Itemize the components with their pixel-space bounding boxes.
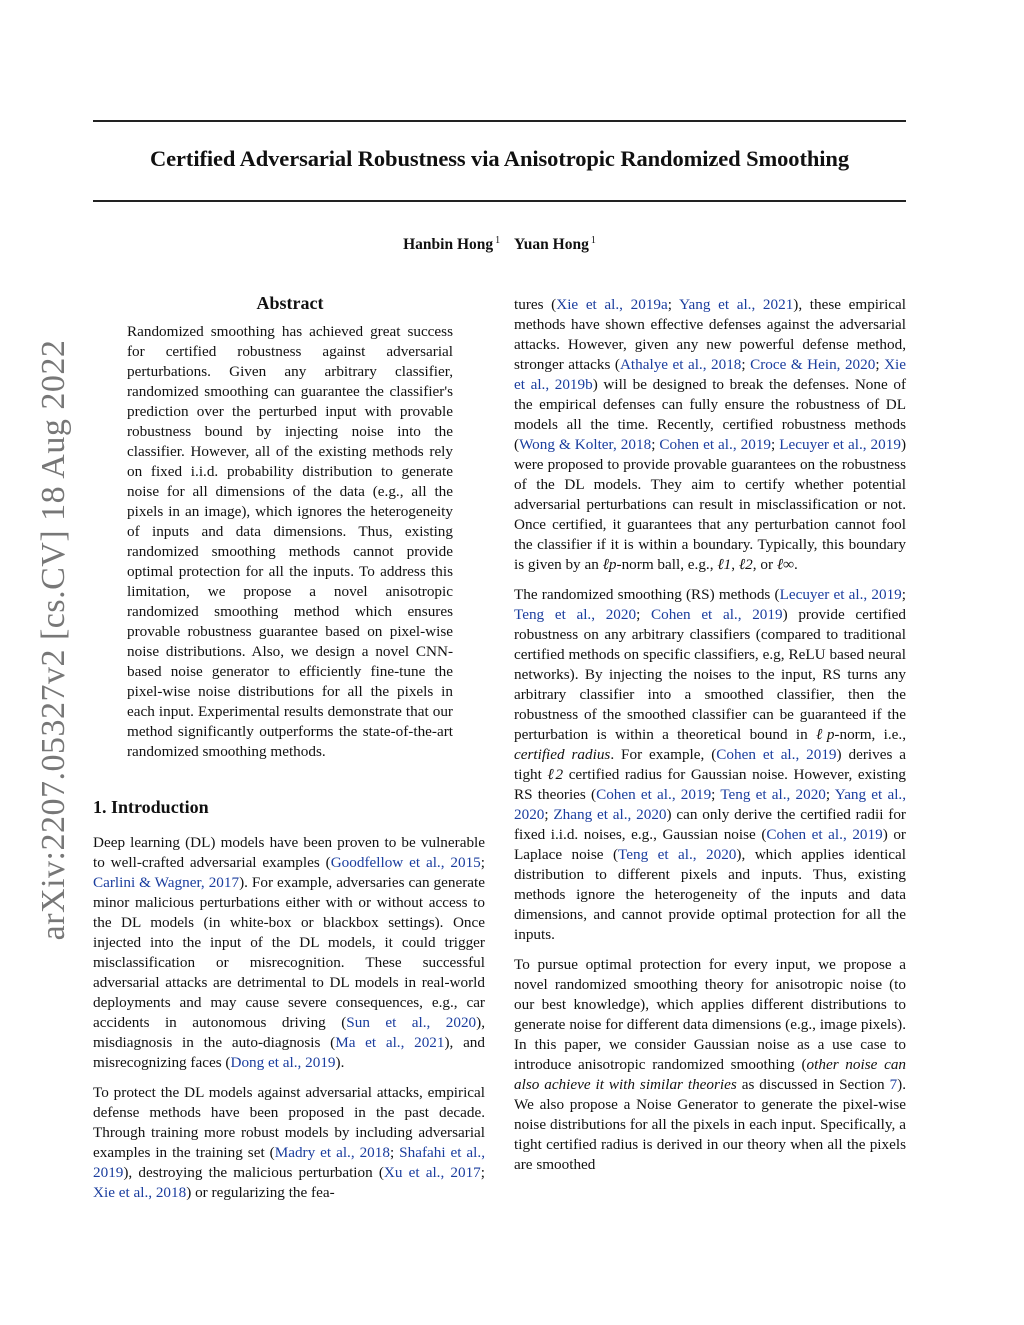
citation-link[interactable]: Madry et al., 2018 (274, 1144, 390, 1161)
abstract-text: Randomized smoothing has achieved great success for certified robustness against adversarial perturbations. Given any arbitrary classifier, randomized smoothing can guarantee the classifier's prediction over the perturbed input with provable robustness bound by injecting noise into the classifier. However, all of the existing methods rely on fixed i.i.d. probability distribution to generate noise for all dimensions of the data (e.g., all the pixels in an image), which ignores the heterogeneity of inputs and data dimensions. Thus, existing randomized smoothing methods cannot provide optimal protection for all the inputs. To address this limitation, we propose a novel anisotropic randomized smoothing method which ensures provable robustness guarantee based on pixel-wise noise distributions. Also, we design a novel CNN-based noise generator to efficiently fine-tune the pixel-wise noise distributions for all the pixels in each input. Experimental results demonstrate that our method significantly outperforms the state-of-the-art randomized smoothing methods. (127, 323, 453, 760)
citation-link[interactable]: Lecuyer et al., 2019 (779, 586, 902, 603)
citation-link[interactable]: Cohen et al., 2019 (659, 436, 772, 453)
section-link[interactable]: 7 (889, 1076, 898, 1093)
citation-link[interactable]: Carlini & Wagner, 2017 (93, 874, 240, 891)
citation-link[interactable]: Teng et al., 2020 (514, 606, 637, 623)
citation-link[interactable]: Shafahi et al., 2019 (93, 1144, 485, 1181)
title-rule-bottom (93, 200, 906, 202)
paper-title: Certified Adversarial Robustness via Anisotropic Randomized Smoothing (150, 146, 849, 171)
introduction-section (93, 795, 485, 1203)
section-heading: 1. Introduction (93, 797, 209, 817)
math-symbol: ℓp (602, 556, 617, 573)
citation-link[interactable]: Yang et al., 2021 (679, 296, 794, 313)
paragraph: tures (Xie et al., 2019a; Yang et al., 2021), these empirical methods have shown effective defenses against the adversarial attacks. However, given any new powerful defense method, stronger attacks (Athalye et al., 2018; Croce & Hein, 2020; Xie et al., 2019b) will be designed to break the defenses. None of the empirical defenses can fully ensure the robustness of DL models all the time. Recently, certified robustness methods (Wong & Kolter, 2018; Cohen et al., 2019; Lecuyer et al., 2019) were proposed to provide provable guarantees on the robustness of the DL models. They aim to certify whether potential adversarial perturbations can result in misclassification or not. Once certified, it guarantees that any perturbation cannot fool the classifier if it is within a boundary. Typically, this boundary is given by an ℓp-norm ball, e.g., ℓ1, ℓ2, or ℓ∞. (514, 296, 907, 573)
author: Yuan Hong $^1$ (514, 235, 596, 254)
citation-link[interactable]: Ma et al., 2021 (335, 1034, 445, 1051)
paragraph: The randomized smoothing (RS) methods (Lecuyer et al., 2019; Teng et al., 2020; Cohen et al., 2019) provide certified robustness on any arbitrary classifiers (compared to traditional certified methods on specific classifiers, e.g, ReLU based neural networks). By injecting the noises to the input, RS turns any arbitrary classifier into a smoothed classifier, then the robustness of the smoothed classifier can be guaranteed if the perturbation is within a theoretical bound in ℓp-norm, i.e., certified radius. For example, (Cohen et al., 2019) derives a tight ℓ2 certified radius for Gaussian noise. However, existing RS theories (Cohen et al., 2019; Teng et al., 2020; Yang et al., 2020; Zhang et al., 2020) can only derive the certified radii for fixed i.i.d. noises, e.g., Gaussian noise (Cohen et al., 2019) or Laplace noise (Teng et al., 2020), which applies identical distribution to different pixels and inputs. Thus, existing methods ignore the heterogeneity of the inputs and data dimensions, and cannot provide optimal protection for all the inputs. (514, 586, 907, 943)
right-column (514, 295, 906, 1175)
citation-link[interactable]: Teng et al., 2020 (720, 786, 826, 803)
citation-link[interactable]: Cohen et al., 2019 (650, 606, 783, 623)
citation-link[interactable]: Sun et al., 2020 (346, 1014, 477, 1031)
citation-link[interactable]: Croce & Hein, 2020 (750, 356, 876, 373)
paragraph: To protect the DL models against adversarial attacks, empirical defense methods have been proposed in the past decade. Through training more robust models by including adversarial examples in the training set (Madry et al., 2018; Shafahi et al., 2019), destroying the malicious perturbation (Xu et al., 2017; Xie et al., 2018) or regularizing the fea- (93, 1084, 486, 1201)
abstract-heading: Abstract (256, 293, 324, 313)
citation-link[interactable]: Athalye et al., 2018 (619, 356, 742, 373)
citation-link[interactable]: Dong et al., 2019 (230, 1054, 336, 1071)
citation-link[interactable]: Cohen et al., 2019 (596, 786, 712, 803)
citation-link[interactable]: Yang et al., 2020 (514, 786, 907, 823)
math-symbol: ℓ2 (738, 556, 753, 573)
math-symbol: ℓ1 (717, 556, 732, 573)
citation-link[interactable]: Wong & Kolter, 2018 (519, 436, 652, 453)
emphasis: certified radius (514, 746, 611, 763)
citation-link[interactable]: Xie et al., 2018 (93, 1184, 187, 1201)
citation-link[interactable]: Xie et al., 2019b (514, 356, 906, 393)
abstract-section (127, 292, 453, 762)
citation-link[interactable]: Lecuyer et al., 2019 (779, 436, 901, 453)
math-symbol: ℓ∞ (776, 556, 794, 573)
citation-link[interactable]: Xu et al., 2017 (383, 1164, 481, 1181)
citation-link[interactable]: Cohen et al., 2019 (716, 746, 837, 763)
paragraph: Deep learning (DL) models have been proven to be vulnerable to well-crafted adversarial examples (Goodfellow et al., 2015; Carlini & Wagner, 2017). For example, adversaries can generate minor malicious perturbations either with or without access to the DL models (in white-box or blackbox settings). Once injected into the input of the DL models, it could trigger misclassification or misrecognition. These successful adversarial attacks are detrimental to DL models in real-world deployments and may cause severe consequences, e.g., car accidents in autonomous driving (Sun et al., 2020), misdiagnosis in the auto-diagnosis (Ma et al., 2021), and misrecognizing faces (Dong et al., 2019). (93, 834, 485, 1071)
citation-link[interactable]: Goodfellow et al., 2015 (330, 854, 481, 871)
math-symbol: ℓp (815, 726, 835, 743)
emphasis: other noise can also achieve it with similar theories (514, 1056, 907, 1093)
title-rule-top (93, 120, 906, 122)
math-symbol: ℓ2 (547, 766, 564, 783)
citation-link[interactable]: Cohen et al., 2019 (766, 826, 883, 843)
author: Hanbin Hong $^1$ (403, 235, 501, 254)
citation-link[interactable]: Xie et al., 2019a (556, 296, 668, 313)
arxiv-identifier: arXiv:2207.05327v2 [cs.CV] 18 Aug 2022 (35, 339, 72, 941)
citation-link[interactable]: Teng et al., 2020 (618, 846, 737, 863)
paragraph: To pursue optimal protection for every input, we propose a novel randomized smoothing theory for anisotropic noise (to our best knowledge), which applies different distributions to generate noise for different data dimensions (e.g., image pixels). In this paper, we consider Gaussian noise as a use case to introduce anisotropic randomized smoothing (other noise can also achieve it with similar theories as discussed in Section 7). We also propose a Noise Generator to generate the pixel-wise noise distributions for all the pixels in each input. Specifically, a tight certified radius is derived in our theory when all the pixels are smoothed (514, 956, 907, 1173)
citation-link[interactable]: Zhang et al., 2020 (553, 806, 667, 823)
author-list (93, 235, 906, 254)
